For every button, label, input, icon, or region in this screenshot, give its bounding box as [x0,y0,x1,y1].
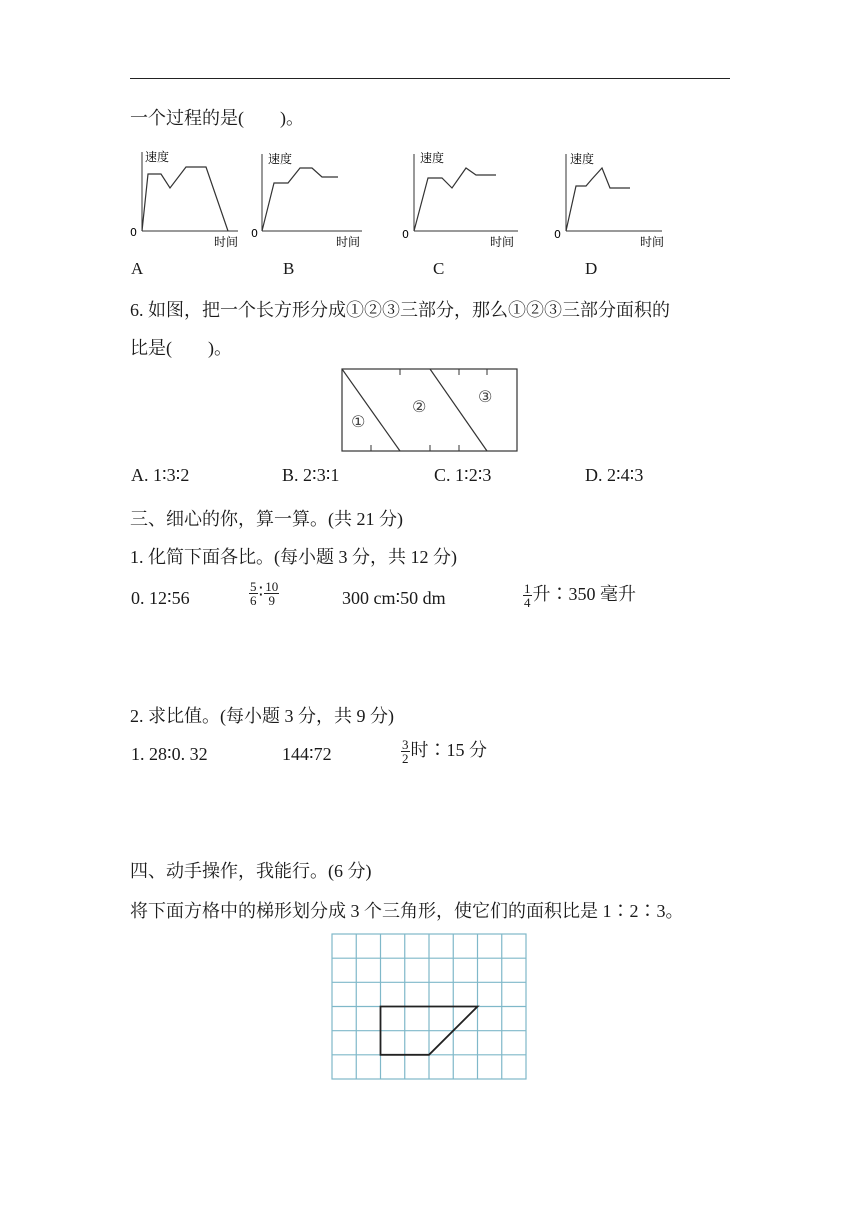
grid-figure [330,932,528,1082]
region-2-label: ② [412,397,427,416]
option-label-a: A [131,259,144,278]
section-3-q2-title: 2. 求比值。(每小题 3 分，共 9 分) [130,706,394,726]
question-6-stem-1: 6. 如图，把一个长方形分成①②③三部分，那么①②③三部分面积的 [130,300,670,320]
choice-c: C. 1∶2∶3 [434,465,492,485]
x-axis-label: 时间 [490,235,515,249]
choice-b: B. 2∶3∶1 [282,465,340,485]
origin-label: 0 [251,227,258,240]
origin-label: 0 [402,228,409,241]
y-axis-label: 速度 [570,152,595,166]
x-axis-label: 时间 [336,235,361,249]
option-label-b: B [283,259,295,278]
origin-label: 0 [130,226,137,239]
question-6-stem-2: 比是( )。 [130,338,232,358]
ratio-item-2: 144∶72 [282,744,332,764]
y-axis-label: 速度 [420,151,445,165]
graph-option-a [126,146,246,256]
origin-label: 0 [554,228,561,241]
y-axis-label: 速度 [145,150,170,164]
simplify-item-3: 300 cm∶50 dm [342,588,446,608]
section-4-title: 四、动手操作，我能行。(6 分) [130,861,372,881]
fraction: $\frac{5}{6}$ [250,579,257,608]
ratio-item-1: 1. 28∶0. 32 [131,744,208,764]
fraction: $\frac{10}{9}$ [265,579,279,608]
choice-d: D. 2∶4∶3 [585,465,644,485]
x-axis-label: 时间 [640,235,665,249]
section-3-title: 三、细心的你，算一算。(共 21 分) [130,509,403,529]
simplify-item-2: $\frac{5}{6}$ ∶ $\frac{10}{9}$ [250,579,279,608]
question-5-tail: 一个过程的是( )。 [130,108,304,128]
graph-option-c [400,146,525,256]
option-label-d: D [585,259,598,278]
graph-option-b [250,146,370,256]
rectangle-figure [340,367,520,455]
section-4-instruction: 将下面方格中的梯形划分成 3 个三角形，使它们的面积比是 1∶2∶3。 [130,901,684,921]
fraction: $\frac{3}{2}$ [402,737,409,767]
choice-a: A. 1∶3∶2 [131,465,190,485]
ratio-item-3: $\frac{3}{2}$ 时∶15 分 [402,737,487,767]
simplify-item-4: $\frac{1}{4}$ 升∶350 毫升 [524,581,636,611]
option-label-c: C [433,259,445,278]
graph-option-d [552,146,677,256]
y-axis-label: 速度 [268,152,293,166]
x-axis-label: 时间 [214,235,239,249]
fraction: $\frac{1}{4}$ [524,581,531,611]
section-3-q1-title: 1. 化简下面各比。(每小题 3 分，共 12 分) [130,547,457,567]
top-rule [130,78,730,79]
region-1-label: ① [351,412,366,431]
simplify-item-1: 0. 12∶56 [131,588,190,608]
region-3-label: ③ [478,387,493,406]
